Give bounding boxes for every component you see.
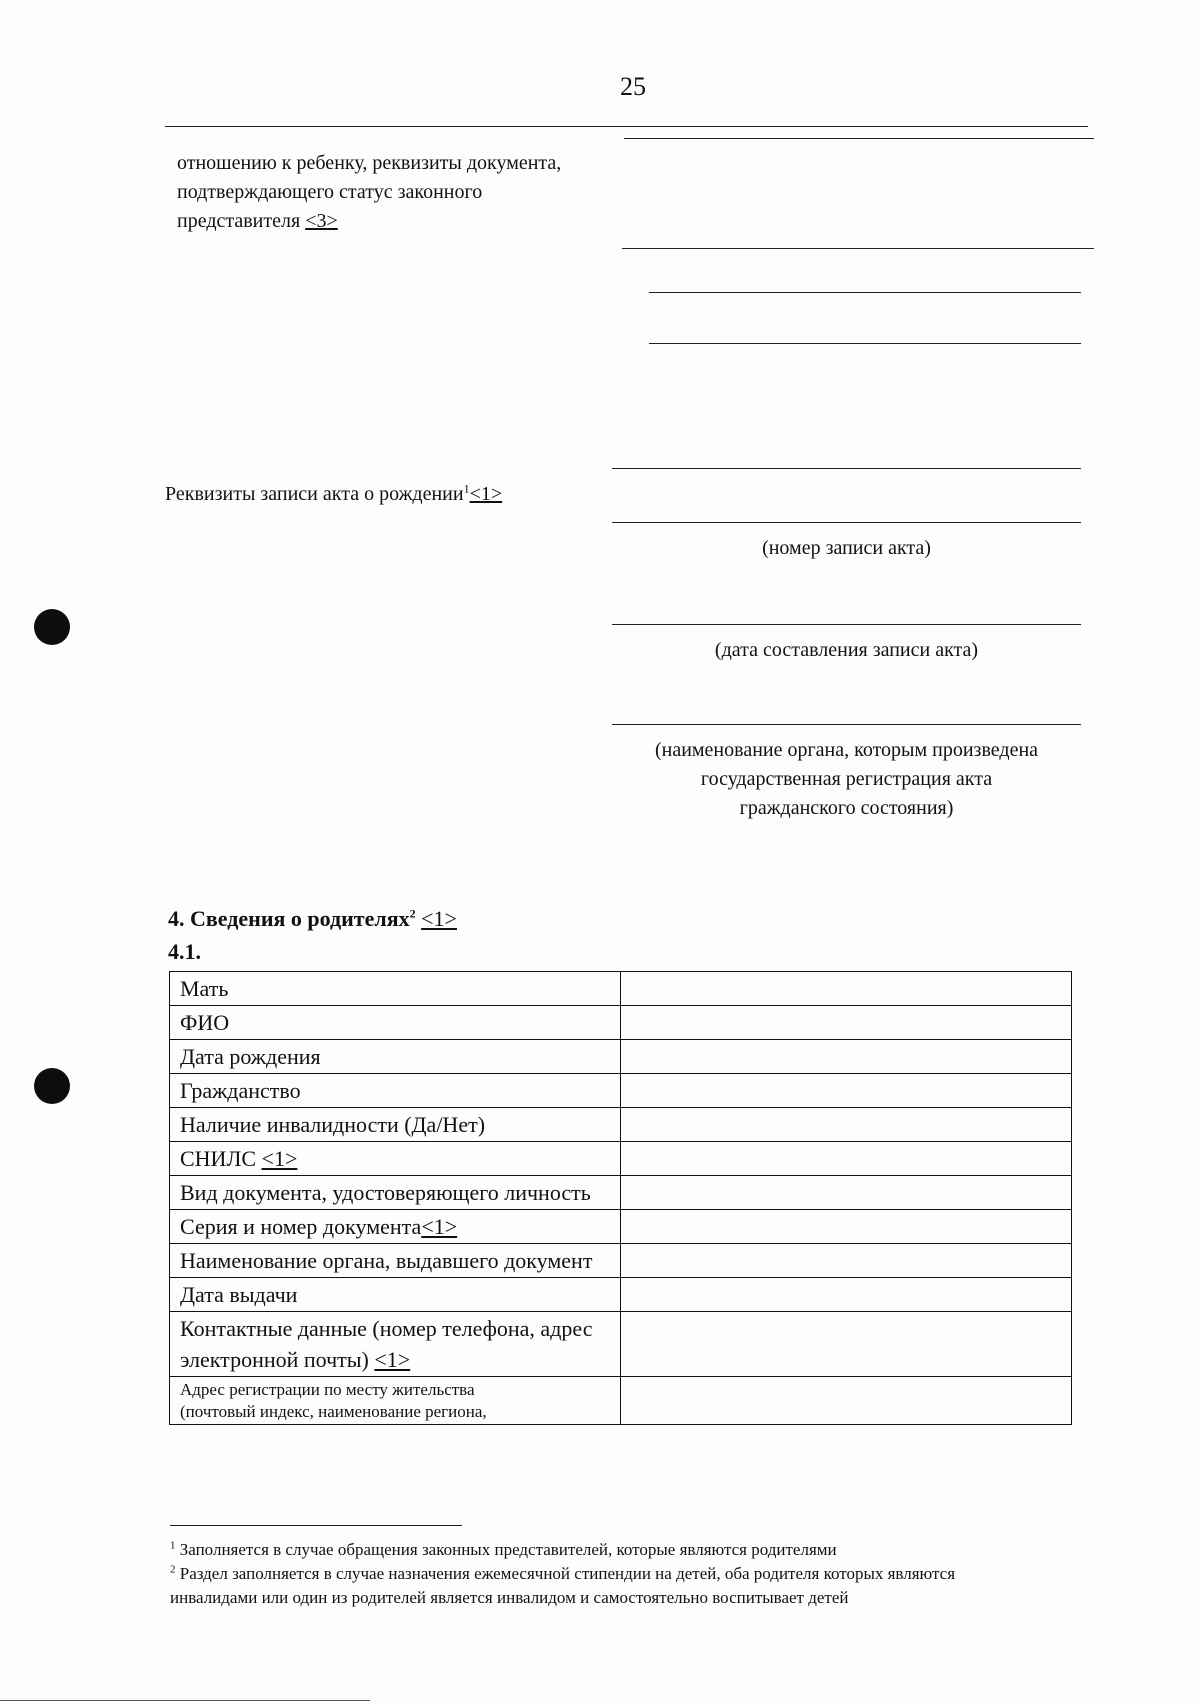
row-label-id-document-type: Вид документа, удостоверяющего личность <box>170 1176 621 1210</box>
representative-fill-line[interactable] <box>612 468 1081 469</box>
table-row <box>170 972 1072 1006</box>
value-address[interactable] <box>621 1377 1072 1425</box>
table-row <box>170 1278 1072 1312</box>
birth-record-label <box>165 480 502 509</box>
value-birth-date[interactable] <box>621 1040 1072 1074</box>
footnote-1-number: 1 <box>170 1539 176 1552</box>
row-label-contacts <box>170 1312 621 1377</box>
footnote-1-mark: 1 <box>463 481 470 496</box>
snils-reference-link[interactable]: <1> <box>261 1146 298 1171</box>
row-label-issue-date: Дата выдачи <box>170 1278 621 1312</box>
row-label-document-series-number <box>170 1210 621 1244</box>
footnote-2-line: инвалидами или один из родителей является инвалидом и самостоятельно воспитывает детей <box>170 1588 849 1607</box>
table-row <box>170 1108 1072 1142</box>
authority-caption-line: (наименование органа, которым произведена <box>654 739 1039 761</box>
binder-hole <box>34 1068 70 1104</box>
representative-line: подтверждающего статус законного <box>177 181 483 203</box>
row-label-snils <box>170 1142 621 1176</box>
subsection-4-1: 4.1. <box>168 939 201 964</box>
authority-caption-line: государственная регистрация акта <box>700 768 993 790</box>
binder-hole <box>34 609 70 645</box>
table-row <box>170 1377 1072 1425</box>
row-label-issuing-authority: Наименование органа, выдавшего документ <box>170 1244 621 1278</box>
page-number: 25 <box>620 72 646 101</box>
document-series-reference-link[interactable]: <1> <box>421 1214 458 1239</box>
representative-line: отношению к ребенку, реквизиты документа, <box>177 152 562 174</box>
representative-line <box>177 207 561 236</box>
document-series-label: Серия и номер документа <box>180 1214 422 1239</box>
section-4-reference-link[interactable]: <1> <box>421 906 457 931</box>
value-snils[interactable] <box>621 1142 1072 1176</box>
table-row <box>170 1074 1072 1108</box>
row-label-address <box>170 1377 621 1425</box>
representative-last-line: представителя <box>177 210 301 232</box>
top-rule-right <box>624 138 1094 139</box>
authority-caption-line: гражданского состояния) <box>739 797 954 819</box>
footnote-separator <box>170 1525 462 1526</box>
table-row <box>170 1244 1072 1278</box>
table-row <box>170 1210 1072 1244</box>
representative-fill-line[interactable] <box>649 343 1081 344</box>
top-rule-left <box>165 126 1088 127</box>
value-mother[interactable] <box>621 972 1072 1006</box>
act-number-caption: (номер записи акта) <box>762 537 931 559</box>
row-label-fio: ФИО <box>170 1006 621 1040</box>
table-row <box>170 1176 1072 1210</box>
table-row <box>170 1040 1072 1074</box>
value-contacts[interactable] <box>621 1312 1072 1377</box>
contacts-reference-link[interactable]: <1> <box>374 1347 411 1372</box>
table-row <box>170 1142 1072 1176</box>
section-4-title: 4. Сведения о родителях <box>168 906 410 931</box>
act-date-line[interactable] <box>612 624 1081 625</box>
bottom-scan-edge <box>0 1700 370 1701</box>
authority-line[interactable] <box>612 724 1081 725</box>
value-issuing-authority[interactable] <box>621 1244 1072 1278</box>
parent-info-table <box>169 971 1072 1425</box>
footnote-1 <box>170 1538 837 1562</box>
footnote-2-line <box>170 1562 1170 1586</box>
contacts-label: Контактные данные (номер телефона, адрес электронной почты) <box>180 1316 593 1372</box>
address-label-line: Адрес регистрации по месту жительства <box>180 1380 475 1399</box>
footnote-2-mark: 2 <box>409 906 416 921</box>
footnote-2 <box>170 1562 1170 1610</box>
birth-record-label-text: Реквизиты записи акта о рождении <box>165 483 464 505</box>
value-disability[interactable] <box>621 1108 1072 1142</box>
representative-text <box>177 149 561 236</box>
representative-fill-line[interactable] <box>649 292 1081 293</box>
section-4-heading <box>168 906 457 932</box>
address-label-line: (почтовый индекс, наименование региона, <box>180 1402 487 1421</box>
act-date-caption: (дата составления записи акта) <box>714 639 979 661</box>
value-issue-date[interactable] <box>621 1278 1072 1312</box>
act-number-line[interactable] <box>612 522 1081 523</box>
representative-fill-line[interactable] <box>622 248 1094 249</box>
table-row <box>170 1312 1072 1377</box>
reference-1-link[interactable]: <1> <box>469 483 503 505</box>
footnote-2-text: Раздел заполняется в случае назначения ежемесячной стипендии на детей, оба родителя которых являются <box>179 1564 956 1583</box>
value-document-series-number[interactable] <box>621 1210 1072 1244</box>
footnote-2-number: 2 <box>170 1563 176 1576</box>
row-label-mother: Мать <box>170 972 621 1006</box>
row-label-disability: Наличие инвалидности (Да/Нет) <box>170 1108 621 1142</box>
value-id-document-type[interactable] <box>621 1176 1072 1210</box>
row-label-birth-date: Дата рождения <box>170 1040 621 1074</box>
table-row <box>170 1006 1072 1040</box>
authority-caption <box>612 736 1081 823</box>
snils-label: СНИЛС <box>180 1146 262 1171</box>
row-label-citizenship: Гражданство <box>170 1074 621 1108</box>
reference-3-link[interactable]: <3> <box>305 210 338 232</box>
value-citizenship[interactable] <box>621 1074 1072 1108</box>
value-fio[interactable] <box>621 1006 1072 1040</box>
footnote-1-text: Заполняется в случае обращения законных представителей, которые являются родителями <box>179 1540 837 1559</box>
